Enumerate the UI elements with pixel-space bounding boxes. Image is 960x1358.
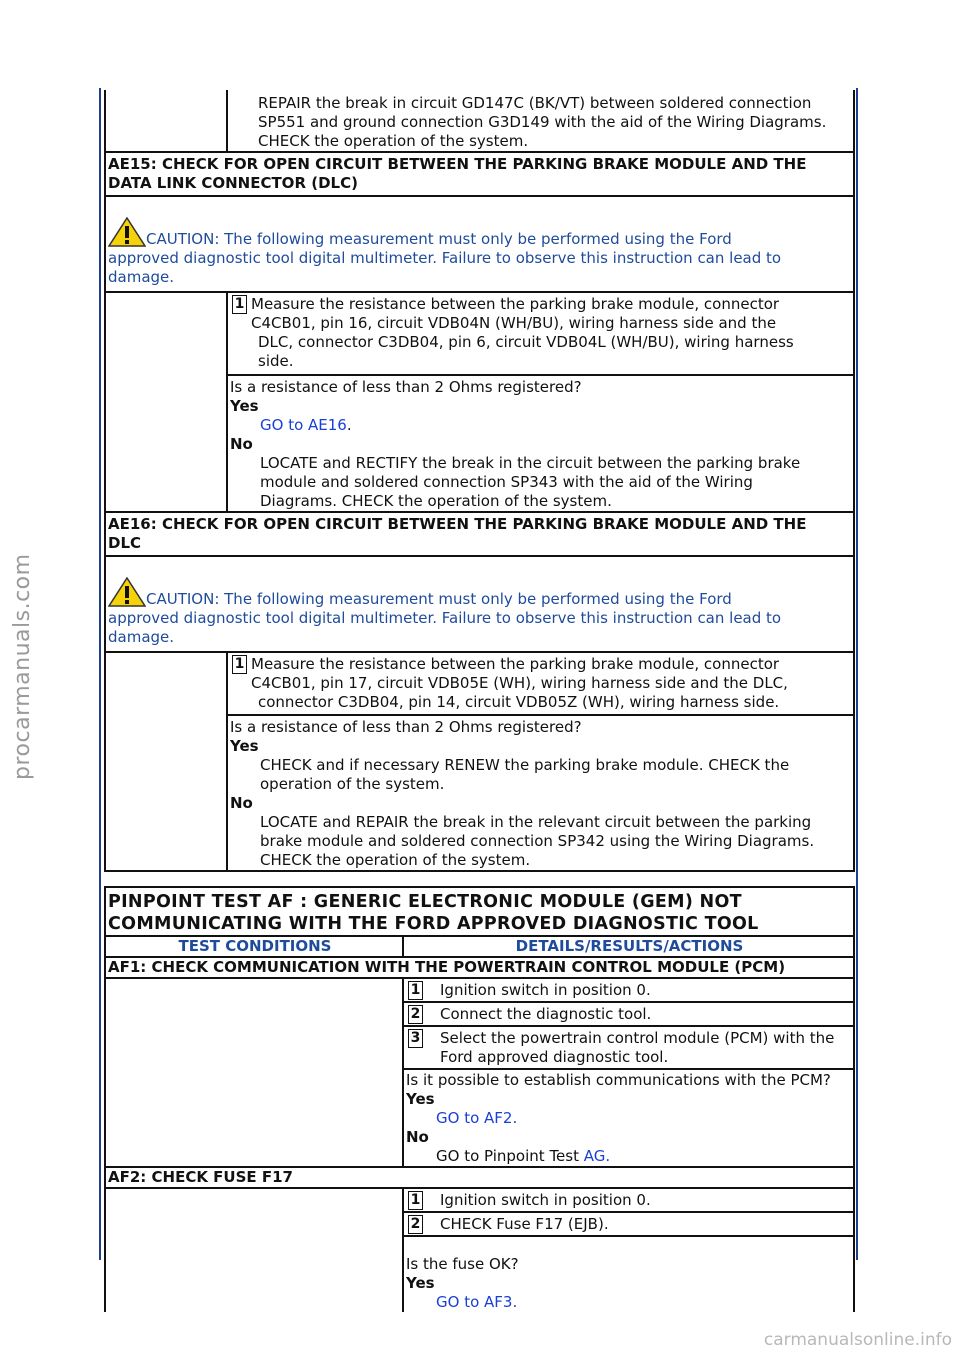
no-text: brake module and soldered connection SP342 using the Wiring Diagrams. bbox=[260, 832, 815, 850]
ae15-result bbox=[227, 375, 854, 512]
heading-line: AE15: CHECK FOR OPEN CIRCUIT BETWEEN THE PARKING BRAKE MODULE AND THE bbox=[108, 155, 807, 173]
step-text: Ford approved diagnostic tool. bbox=[440, 1048, 669, 1066]
heading-line: AE16: CHECK FOR OPEN CIRCUIT BETWEEN THE PARKING BRAKE MODULE AND THE bbox=[108, 515, 807, 533]
step-text: Measure the resistance between the parking brake module, connector bbox=[251, 655, 780, 673]
caution-text: CAUTION: The following measurement must only be performed using the Ford bbox=[146, 230, 732, 248]
af2-result bbox=[403, 1236, 854, 1312]
ae16-heading bbox=[105, 512, 854, 556]
col-header-conditions: TEST CONDITIONS bbox=[105, 936, 403, 957]
af2-heading: AF2: CHECK FUSE F17 bbox=[105, 1167, 854, 1188]
question-text: Is the fuse OK? bbox=[406, 1255, 519, 1273]
caution-text: damage. bbox=[108, 628, 175, 646]
af1-step-3 bbox=[403, 1026, 854, 1069]
step-text: Ignition switch in position 0. bbox=[440, 1191, 651, 1209]
ae15-caution bbox=[105, 196, 854, 292]
step-text: side. bbox=[258, 352, 294, 370]
question-text: Is a resistance of less than 2 Ohms registered? bbox=[230, 718, 582, 736]
step-text: CHECK Fuse F17 (EJB). bbox=[440, 1215, 609, 1233]
document-page bbox=[104, 90, 855, 1312]
yes-text: CHECK and if necessary RENEW the parking brake module. CHECK the bbox=[260, 756, 790, 774]
heading-line: DATA LINK CONNECTOR (DLC) bbox=[108, 174, 358, 192]
no-label: No bbox=[230, 794, 253, 812]
af2-step-2 bbox=[403, 1212, 854, 1236]
repair-text bbox=[227, 90, 854, 152]
ae16-caution bbox=[105, 556, 854, 652]
no-label: No bbox=[406, 1128, 429, 1146]
no-text: LOCATE and REPAIR the break in the relevant circuit between the parking bbox=[260, 813, 812, 831]
pinpoint-title bbox=[105, 887, 854, 936]
left-margin-rule bbox=[99, 88, 101, 1260]
caution-text: CAUTION: The following measurement must only be performed using the Ford bbox=[146, 590, 732, 608]
warning-icon bbox=[108, 577, 146, 607]
title-line: COMMUNICATING WITH THE FORD APPROVED DIAGNOSTIC TOOL bbox=[108, 914, 759, 934]
caution-text: approved diagnostic tool digital multimeter. Failure to observe this instruction can lead to bbox=[108, 609, 782, 627]
side-watermark: procarmanuals.com bbox=[10, 553, 35, 780]
empty-cell bbox=[105, 292, 227, 512]
go-to-ae16-link[interactable]: GO to AE16 bbox=[260, 416, 347, 434]
right-margin-rule bbox=[856, 88, 858, 1260]
step-number: 1 bbox=[232, 655, 247, 674]
question-text: Is a resistance of less than 2 Ohms registered? bbox=[230, 378, 582, 396]
yes-label: Yes bbox=[230, 397, 259, 415]
step-number: 2 bbox=[408, 1215, 423, 1234]
go-to-af3-link[interactable]: GO to AF3. bbox=[436, 1293, 518, 1311]
heading-line: DLC bbox=[108, 534, 142, 552]
text-line: CHECK the operation of the system. bbox=[258, 132, 529, 150]
step-number: 3 bbox=[408, 1029, 423, 1048]
no-text: module and soldered connection SP343 with the aid of the Wiring bbox=[260, 473, 753, 491]
no-text: Diagrams. CHECK the operation of the system. bbox=[260, 492, 612, 510]
step-number: 1 bbox=[408, 1191, 423, 1210]
empty-cell bbox=[105, 1188, 403, 1312]
pinpoint-test-af bbox=[104, 886, 855, 1312]
yes-label: Yes bbox=[230, 737, 259, 755]
caution-text: approved diagnostic tool digital multimeter. Failure to observe this instruction can lead to bbox=[108, 249, 782, 267]
yes-label: Yes bbox=[406, 1090, 435, 1108]
step-number: 1 bbox=[408, 981, 423, 1000]
step-text: Ignition switch in position 0. bbox=[440, 981, 651, 999]
step-text: C4CB01, pin 17, circuit VDB05E (WH), wiring harness side and the DLC, bbox=[251, 674, 788, 692]
no-text: GO to Pinpoint Test bbox=[436, 1147, 584, 1165]
ae15-step bbox=[227, 292, 854, 375]
step-text: Select the powertrain control module (PCM) with the bbox=[440, 1029, 835, 1047]
ae15-section bbox=[104, 151, 855, 513]
yes-text: operation of the system. bbox=[260, 775, 445, 793]
step-text: Measure the resistance between the parking brake module, connector bbox=[251, 295, 780, 313]
af1-step-1 bbox=[403, 978, 854, 1002]
step-text: Connect the diagnostic tool. bbox=[440, 1005, 652, 1023]
empty-cell bbox=[105, 652, 227, 871]
text-line: REPAIR the break in circuit GD147C (BK/VT) between soldered connection bbox=[258, 94, 812, 112]
af2-step-1 bbox=[403, 1188, 854, 1212]
empty-cell bbox=[105, 978, 403, 1167]
title-line: PINPOINT TEST AF : GENERIC ELECTRONIC MODULE (GEM) NOT bbox=[108, 892, 742, 912]
step-text: C4CB01, pin 16, circuit VDB04N (WH/BU), wiring harness side and the bbox=[251, 314, 777, 332]
punctuation: . bbox=[346, 416, 352, 434]
yes-label: Yes bbox=[406, 1274, 435, 1292]
step-number: 1 bbox=[232, 295, 247, 314]
col-header-details: DETAILS/RESULTS/ACTIONS bbox=[403, 936, 854, 957]
top-repair-table bbox=[104, 90, 855, 153]
af1-result bbox=[403, 1069, 854, 1167]
footer-watermark: carmanualsonline.info bbox=[763, 1330, 952, 1350]
ae16-step bbox=[227, 652, 854, 715]
step-text: connector C3DB04, pin 14, circuit VDB05Z (WH), wiring harness side. bbox=[258, 693, 780, 711]
ae15-heading bbox=[105, 152, 854, 196]
caution-text: damage. bbox=[108, 268, 175, 286]
question-text: Is it possible to establish communications with the PCM? bbox=[406, 1071, 831, 1089]
no-label: No bbox=[230, 435, 253, 453]
text-line: SP551 and ground connection G3D149 with the aid of the Wiring Diagrams. bbox=[258, 113, 827, 131]
no-text: CHECK the operation of the system. bbox=[260, 851, 531, 869]
warning-icon bbox=[108, 217, 146, 247]
step-text: DLC, connector C3DB04, pin 6, circuit VDB04L (WH/BU), wiring harness bbox=[258, 333, 794, 351]
pinpoint-ag-link[interactable]: AG. bbox=[583, 1147, 611, 1165]
no-text: LOCATE and RECTIFY the break in the circuit between the parking brake bbox=[260, 454, 801, 472]
step-number: 2 bbox=[408, 1005, 423, 1024]
af1-step-2 bbox=[403, 1002, 854, 1026]
ae16-section bbox=[104, 511, 855, 872]
go-to-af2-link[interactable]: GO to AF2. bbox=[436, 1109, 518, 1127]
af1-heading: AF1: CHECK COMMUNICATION WITH THE POWERTRAIN CONTROL MODULE (PCM) bbox=[105, 957, 854, 978]
empty-cell bbox=[105, 90, 227, 152]
ae16-result bbox=[227, 715, 854, 871]
